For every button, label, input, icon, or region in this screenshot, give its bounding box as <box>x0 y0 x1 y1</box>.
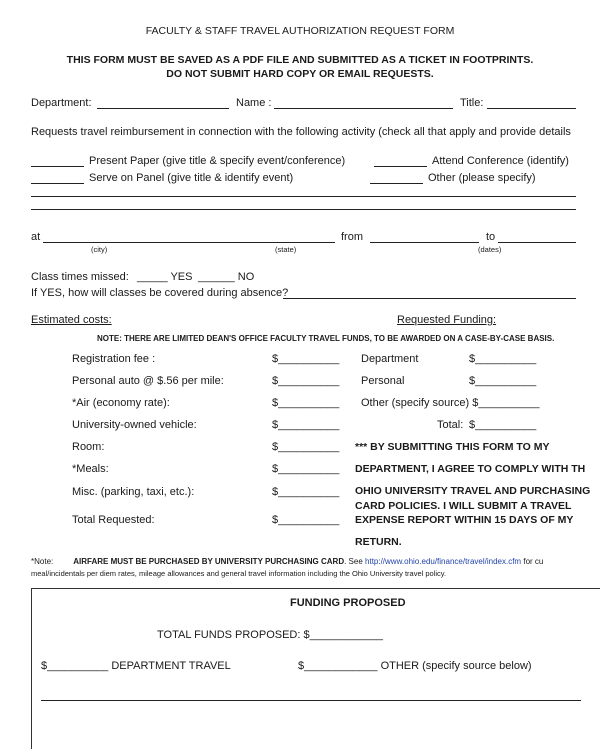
department-field[interactable] <box>97 108 229 109</box>
classes-coverage-label: If YES, how will classes be covered during absence? <box>31 287 289 299</box>
from-date-field[interactable] <box>370 242 479 243</box>
travel-policy-link[interactable]: http://www.ohio.edu/finance/travel/index.cfm <box>365 557 522 566</box>
cost-label: Personal auto @ $.56 per mile: <box>72 375 224 387</box>
footnote-line-2: meal/incidentals per diem rates, mileage allowances and general travel information including the Ohio University travel policy. <box>31 569 447 578</box>
present-paper-label: Present Paper (give title & specify event/conference) <box>89 155 346 167</box>
from-label: from <box>341 231 363 243</box>
cost-label: Total Requested: <box>72 514 155 526</box>
to-date-field[interactable] <box>498 242 576 243</box>
to-label: to <box>486 231 496 243</box>
present-paper-check[interactable] <box>31 166 84 167</box>
funding-proposed-heading: FUNDING PROPOSED <box>290 597 406 609</box>
activity-details-line-1[interactable] <box>31 196 576 197</box>
cost-amount-field[interactable]: $__________ <box>272 441 340 453</box>
cost-label: Room: <box>72 441 105 453</box>
location-field[interactable] <box>43 242 335 243</box>
funding-amount-field[interactable]: $__________ <box>469 353 537 365</box>
estimated-costs-heading: Estimated costs: <box>31 314 112 326</box>
footnote-line-1 <box>31 558 543 566</box>
form-title: FACULTY & STAFF TRAVEL AUTHORIZATION REQUEST FORM <box>145 25 455 37</box>
cost-label: Registration fee : <box>72 353 156 365</box>
name-label: Name : <box>236 97 272 109</box>
activity-details-line-2[interactable] <box>31 209 576 210</box>
statement-line: EXPENSE REPORT WITHIN 15 DAYS OF MY <box>355 514 574 526</box>
cost-amount-field[interactable]: $__________ <box>272 514 340 526</box>
statement-line: CARD POLICIES. I WILL SUBMIT A TRAVEL <box>355 500 572 512</box>
requested-funding-heading: Requested Funding: <box>397 314 497 326</box>
other-activity-label: Other (please specify) <box>428 172 536 184</box>
cost-label: *Air (economy rate): <box>72 397 170 409</box>
cost-amount-field[interactable]: $__________ <box>272 486 340 498</box>
cost-amount-field[interactable]: $__________ <box>272 397 340 409</box>
cost-label: *Meals: <box>72 463 109 475</box>
statement-line: DEPARTMENT, I AGREE TO COMPLY WITH TH <box>355 463 586 475</box>
funding-amount-field[interactable]: $__________ <box>469 419 537 431</box>
classes-missed-label: Class times missed: <box>31 271 129 283</box>
cost-label: University-owned vehicle: <box>72 419 197 431</box>
other-source-field[interactable]: $____________ OTHER (specify source below) <box>298 660 532 672</box>
footnote-mark: *Note: <box>31 557 54 566</box>
cost-amount-field[interactable]: $__________ <box>272 375 340 387</box>
dates-caption: (dates) <box>478 245 502 254</box>
footnote-airfare: AIRFARE MUST BE PURCHASED BY UNIVERSITY PURCHASING CARD <box>73 557 345 566</box>
department-travel-field[interactable]: $__________ DEPARTMENT TRAVEL <box>41 660 231 672</box>
department-label: Department: <box>31 97 92 109</box>
funding-amount-field[interactable]: $__________ <box>469 375 537 387</box>
cost-amount-field[interactable]: $__________ <box>272 353 340 365</box>
total-funds-proposed-field[interactable]: TOTAL FUNDS PROPOSED: $____________ <box>157 629 384 641</box>
title-label: Title: <box>460 97 484 109</box>
city-caption: (city) <box>91 245 108 254</box>
funding-label: Department <box>361 353 419 365</box>
attend-conference-label: Attend Conference (identify) <box>432 155 569 167</box>
cost-amount-field[interactable]: $__________ <box>272 463 340 475</box>
at-label: at <box>31 231 41 243</box>
classes-coverage-field[interactable] <box>283 298 576 299</box>
other-source-details-line[interactable] <box>41 700 581 701</box>
cost-label: Misc. (parking, taxi, etc.): <box>72 486 195 498</box>
name-field[interactable] <box>274 108 453 109</box>
activity-intro: Requests travel reimbursement in connection with the following activity (check all that apply and provide details <box>31 126 571 138</box>
other-activity-check[interactable] <box>370 183 423 184</box>
funds-note: NOTE: THERE ARE LIMITED DEAN'S OFFICE FACULTY TRAVEL FUNDS, TO BE AWARDED ON A CASE-BY-CASE BASIS. <box>97 334 555 343</box>
statement-line: *** BY SUBMITTING THIS FORM TO MY <box>355 441 550 453</box>
serve-on-panel-label: Serve on Panel (give title & identify event) <box>89 172 294 184</box>
classes-no-option[interactable]: ______ NO <box>198 271 255 283</box>
statement-line: RETURN. <box>355 536 402 548</box>
footnote-see: . See <box>344 557 363 566</box>
title-field[interactable] <box>487 108 576 109</box>
attend-conference-check[interactable] <box>374 166 427 167</box>
serve-on-panel-check[interactable] <box>31 183 84 184</box>
funding-other-field[interactable]: Other (specify source) $__________ <box>361 397 540 409</box>
notice-line-1: THIS FORM MUST BE SAVED AS A PDF FILE AND SUBMITTED AS A TICKET IN FOOTPRINTS. <box>66 54 534 66</box>
funding-label: Personal <box>361 375 405 387</box>
cost-amount-field[interactable]: $__________ <box>272 419 340 431</box>
footnote-continued: for cu <box>523 557 544 566</box>
statement-line: OHIO UNIVERSITY TRAVEL AND PURCHASING <box>355 485 591 497</box>
notice-line-2: DO NOT SUBMIT HARD COPY OR EMAIL REQUESTS. <box>166 68 434 80</box>
classes-yes-option[interactable]: _____ YES <box>137 271 193 283</box>
funding-label: Total: <box>437 419 464 431</box>
state-caption: (state) <box>275 245 297 254</box>
